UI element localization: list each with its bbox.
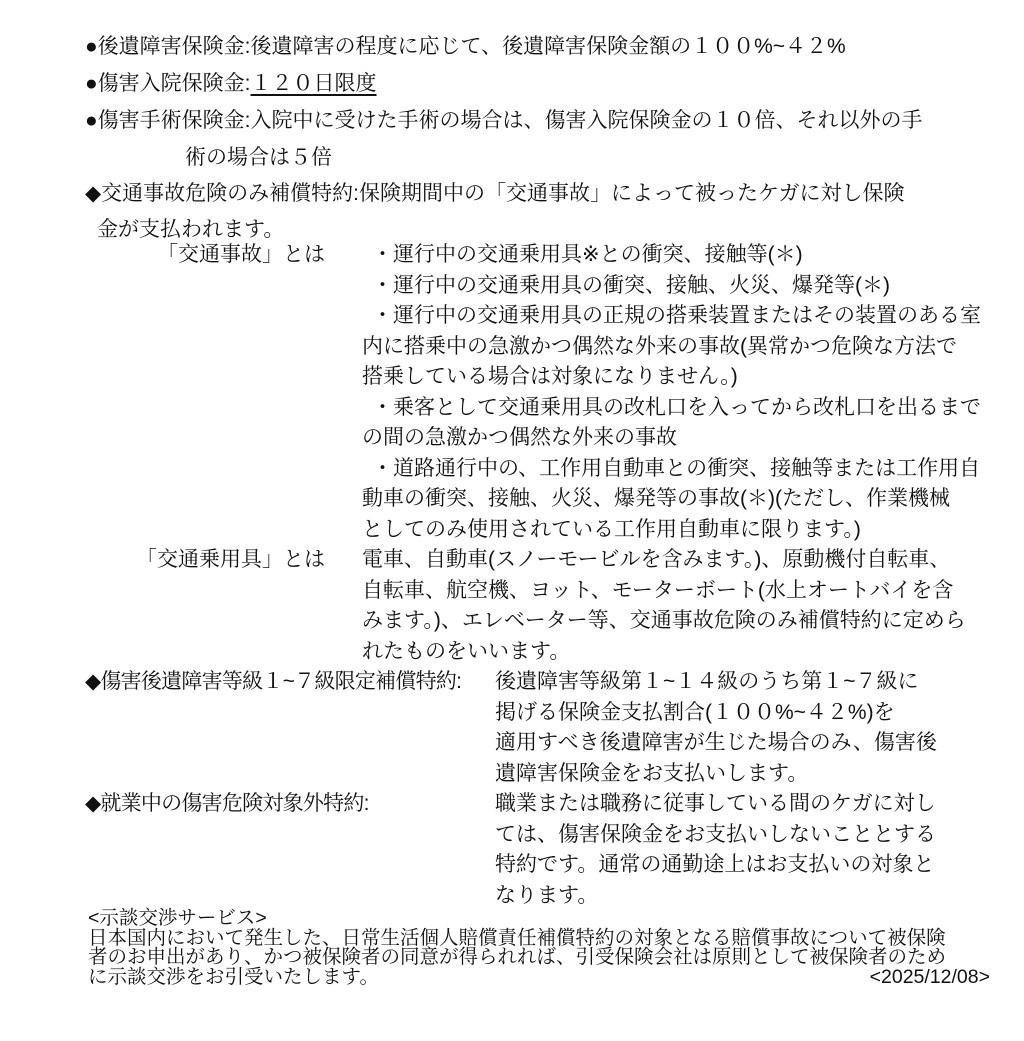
rider-label: ◆就業中の傷害危険対象外特約:: [85, 792, 369, 815]
settlement-line: に示談交渉をお引受いたします。: [88, 965, 379, 988]
settlement-service-note: [88, 909, 990, 987]
rider-line: 適用すべき後遺障害が生じた場合のみ、傷害後: [495, 731, 937, 754]
rider-line: 職業または職務に従事している間のケガに対し: [495, 792, 936, 815]
traffic-rider-line: ◆交通事故危険のみ補償特約:保険期間中の「交通事故」によって被ったケガに対し保険: [85, 182, 905, 205]
accident-item-cont: としてのみ使用されている工作用自動車に限ります。): [362, 517, 861, 541]
disability-rider-row: [85, 667, 1024, 789]
definition-row-accident: [85, 240, 1024, 545]
accident-item-cont: 搭乗している場合は対象になりません。): [362, 365, 738, 388]
definition-row-vehicle: [85, 545, 1024, 667]
rider-line: 後遺障害等級第１~１４級のうち第１~７級に: [495, 670, 919, 693]
settlement-line: 者のお申出があり、かつ被保険者の同意が得られれば、引受保険会社は原則として被保険者のため: [88, 946, 947, 968]
vehicle-def-line: みます。)、エレベーター等、交通事故危険のみ補償特約に定めら: [362, 609, 966, 632]
accident-item: ・乗客として交通乗用具の改札口を入ってから改札口を出るまで: [372, 395, 981, 419]
definition-content: [362, 240, 1024, 545]
benefit-label: ●傷害入院保険金:: [85, 72, 251, 95]
benefit-text: 後遺障害の程度に応じて、後遺障害保険金額の１００%~４２%: [250, 35, 846, 58]
definition-term: 「交通乗用具」とは: [136, 548, 325, 571]
rider-content: [495, 789, 1024, 911]
rider-line: 掲げる保険金支払割合(１００%~４２%)を: [495, 700, 895, 724]
traffic-rider-line-cont: 金が支払われます。: [97, 218, 285, 241]
benefit-label: ●後遺障害保険金:: [85, 35, 251, 58]
accident-item-cont: の間の急激かつ偶然な外来の事故: [362, 426, 677, 449]
rider-line: 遺障害保険金をお支払いします。: [495, 761, 809, 785]
accident-item: ・運行中の交通乗用具の衝突、接触、火災、爆発等(＊): [372, 273, 890, 297]
accident-item: ・道路通行中の、工作用自動車との衝突、接触等または工作用自: [372, 456, 981, 480]
insurance-document-page: [0, 28, 1024, 987]
rider-line: 特約です。通常の通勤途上はお支払いの対象と: [495, 853, 935, 876]
settlement-title: <示談交渉サービス>: [88, 907, 267, 929]
vehicle-def-line: 電車、自動車(スノーモービルを含みます。)、原動機付自転車、: [362, 548, 951, 571]
benefit-text: 入院中に受けた手術の場合は、傷害入院保険金の１０倍、それ以外の手: [250, 109, 923, 132]
accident-item-cont: 動車の衝突、接触、火災、爆発等の事故(＊)(ただし、作業機械: [362, 487, 950, 510]
definition-term: 「交通事故」とは: [157, 243, 325, 266]
vehicle-def-line: れたものをいいます。: [362, 639, 571, 663]
definition-table: [85, 240, 1024, 667]
rider-label: ◆傷害後遺障害等級１~７級限定補償特約:: [85, 670, 462, 693]
accident-item-cont: 内に搭乗中の急激かつ偶然な外来の事故(異常かつ危険な方法で: [362, 334, 957, 358]
definition-content: [362, 545, 1024, 667]
document-date: <2025/12/08>: [869, 965, 990, 988]
benefit-line-surgery: [85, 102, 1024, 139]
vehicle-def-line: 自転車、航空機、ヨット、モーターボート(水上オートバイを含: [362, 578, 954, 602]
rider-content: [495, 667, 1024, 789]
traffic-rider-paragraph: [85, 176, 1024, 248]
benefit-line-disability: [85, 28, 1024, 65]
benefit-line-hospitalization: [85, 65, 1024, 102]
benefit-list: [85, 28, 1024, 176]
benefit-label: ●傷害手術保険金:: [85, 109, 251, 132]
rider-line: なります。: [495, 883, 599, 907]
rider-line: ては、傷害保険金をお支払いしないこととする: [495, 822, 936, 846]
benefit-line-surgery-cont: 術の場合は５倍: [185, 146, 332, 169]
accident-item: ・運行中の交通乗用具の正規の搭乗装置またはその装置のある室: [372, 304, 981, 327]
work-rider-row: [85, 789, 1024, 911]
accident-item: ・運行中の交通乗用具※との衝突、接触等(＊): [372, 243, 803, 266]
settlement-line: 日本国内において発生した、日常生活個人賠償責任補償特約の対象となる賠償事故について被保険: [88, 926, 946, 949]
benefit-value-underlined: １２０日限度: [250, 72, 377, 95]
